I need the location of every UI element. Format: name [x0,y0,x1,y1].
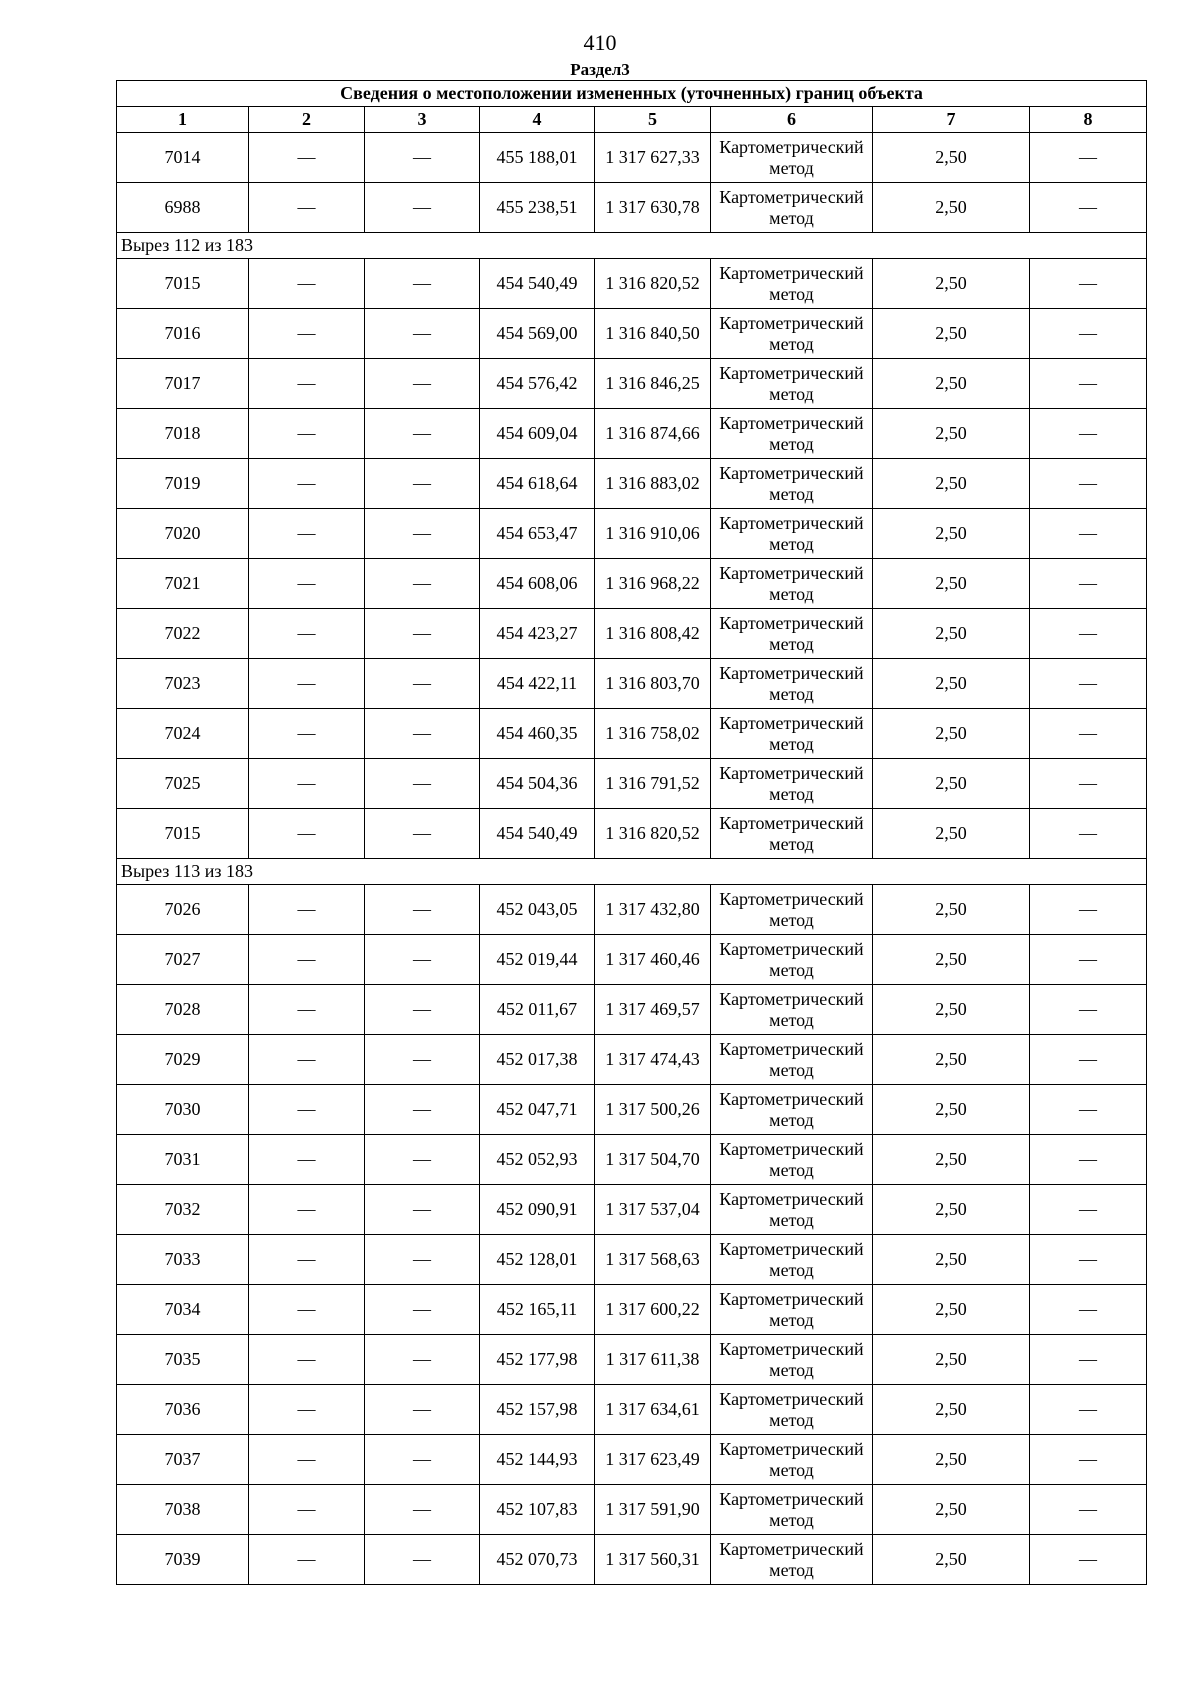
table-row [117,1435,1147,1485]
empty-dash-cell: — [249,1085,365,1135]
table-title-row [117,81,1147,107]
point-number-cell: 7016 [117,309,249,359]
empty-dash-cell: — [1030,1435,1147,1485]
table-row [117,509,1147,559]
method-cell: Картометрический метод [711,309,873,359]
empty-dash-cell: — [249,1035,365,1085]
coordinate-x-cell: 454 540,49 [480,259,595,309]
accuracy-cell: 2,50 [873,509,1030,559]
coordinate-x-cell: 452 011,67 [480,985,595,1035]
empty-dash-cell: — [249,309,365,359]
coordinate-y-cell: 1 317 537,04 [595,1185,711,1235]
coordinate-y-cell: 1 317 500,26 [595,1085,711,1135]
empty-dash-cell: — [365,1085,480,1135]
page-number: 410 [583,30,617,55]
point-number-cell: 7033 [117,1235,249,1285]
empty-dash-cell: — [249,1185,365,1235]
empty-dash-cell: — [1030,509,1147,559]
empty-dash-cell: — [365,935,480,985]
table-title: Сведения о местоположении измененных (уточненных) границ объекта [117,81,1147,107]
coordinate-y-cell: 1 317 634,61 [595,1385,711,1435]
table-row [117,1535,1147,1585]
empty-dash-cell: — [249,1485,365,1535]
coordinate-y-cell: 1 317 600,22 [595,1285,711,1335]
table-row [117,759,1147,809]
method-cell: Картометрический метод [711,1435,873,1485]
coordinate-y-cell: 1 317 474,43 [595,1035,711,1085]
empty-dash-cell: — [249,809,365,859]
coordinate-y-cell: 1 316 968,22 [595,559,711,609]
accuracy-cell: 2,50 [873,659,1030,709]
point-number-cell: 7031 [117,1135,249,1185]
coordinate-x-cell: 452 144,93 [480,1435,595,1485]
empty-dash-cell: — [365,1335,480,1385]
table-row [117,183,1147,233]
column-header: 7 [873,107,1030,133]
empty-dash-cell: — [249,1235,365,1285]
coordinate-x-cell: 454 653,47 [480,509,595,559]
coordinate-x-cell: 454 618,64 [480,459,595,509]
table-row [117,309,1147,359]
point-number-cell: 6988 [117,183,249,233]
method-cell: Картометрический метод [711,1235,873,1285]
method-cell: Картометрический метод [711,1485,873,1535]
empty-dash-cell: — [249,885,365,935]
empty-dash-cell: — [1030,935,1147,985]
empty-dash-cell: — [1030,409,1147,459]
point-number-cell: 7029 [117,1035,249,1085]
method-cell: Картометрический метод [711,359,873,409]
empty-dash-cell: — [1030,1135,1147,1185]
accuracy-cell: 2,50 [873,133,1030,183]
accuracy-cell: 2,50 [873,1485,1030,1535]
coordinates-table [116,80,1147,1585]
coordinate-y-cell: 1 316 910,06 [595,509,711,559]
coordinate-x-cell: 454 609,04 [480,409,595,459]
empty-dash-cell: — [1030,1085,1147,1135]
cutout-group-label: Вырез 112 из 183 [117,233,1147,259]
empty-dash-cell: — [1030,183,1147,233]
coordinate-y-cell: 1 316 874,66 [595,409,711,459]
empty-dash-cell: — [249,1135,365,1185]
method-cell: Картометрический метод [711,1185,873,1235]
point-number-cell: 7024 [117,709,249,759]
method-cell: Картометрический метод [711,509,873,559]
accuracy-cell: 2,50 [873,809,1030,859]
empty-dash-cell: — [1030,1185,1147,1235]
point-number-cell: 7032 [117,1185,249,1235]
method-cell: Картометрический метод [711,935,873,985]
accuracy-cell: 2,50 [873,985,1030,1035]
empty-dash-cell: — [365,709,480,759]
empty-dash-cell: — [249,509,365,559]
point-number-cell: 7023 [117,659,249,709]
coordinate-x-cell: 454 504,36 [480,759,595,809]
empty-dash-cell: — [1030,609,1147,659]
point-number-cell: 7025 [117,759,249,809]
method-cell: Картометрический метод [711,885,873,935]
accuracy-cell: 2,50 [873,885,1030,935]
table-row [117,133,1147,183]
empty-dash-cell: — [365,609,480,659]
empty-dash-cell: — [249,459,365,509]
coordinate-y-cell: 1 316 758,02 [595,709,711,759]
coordinate-y-cell: 1 317 591,90 [595,1485,711,1535]
coordinate-y-cell: 1 316 791,52 [595,759,711,809]
accuracy-cell: 2,50 [873,1135,1030,1185]
empty-dash-cell: — [1030,309,1147,359]
coordinate-y-cell: 1 317 627,33 [595,133,711,183]
coordinate-x-cell: 452 128,01 [480,1235,595,1285]
column-header: 3 [365,107,480,133]
accuracy-cell: 2,50 [873,609,1030,659]
method-cell: Картометрический метод [711,1535,873,1585]
table-row [117,1285,1147,1335]
empty-dash-cell: — [365,809,480,859]
cutout-group-label: Вырез 113 из 183 [117,859,1147,885]
method-cell: Картометрический метод [711,1385,873,1435]
column-header: 2 [249,107,365,133]
empty-dash-cell: — [1030,1035,1147,1085]
empty-dash-cell: — [365,1285,480,1335]
empty-dash-cell: — [365,509,480,559]
coordinate-y-cell: 1 316 803,70 [595,659,711,709]
method-cell: Картометрический метод [711,1035,873,1085]
empty-dash-cell: — [249,1385,365,1435]
coordinate-y-cell: 1 317 568,63 [595,1235,711,1285]
coordinate-y-cell: 1 317 469,57 [595,985,711,1035]
empty-dash-cell: — [1030,985,1147,1035]
coordinate-x-cell: 455 188,01 [480,133,595,183]
point-number-cell: 7026 [117,885,249,935]
point-number-cell: 7034 [117,1285,249,1335]
accuracy-cell: 2,50 [873,1385,1030,1435]
coordinate-x-cell: 454 422,11 [480,659,595,709]
point-number-cell: 7018 [117,409,249,459]
coordinate-y-cell: 1 316 840,50 [595,309,711,359]
coordinate-x-cell: 454 608,06 [480,559,595,609]
column-header: 5 [595,107,711,133]
empty-dash-cell: — [249,935,365,985]
empty-dash-cell: — [365,1485,480,1535]
column-header-row [117,107,1147,133]
point-number-cell: 7015 [117,259,249,309]
empty-dash-cell: — [249,183,365,233]
accuracy-cell: 2,50 [873,409,1030,459]
table-row [117,1185,1147,1235]
coordinate-y-cell: 1 317 611,38 [595,1335,711,1385]
empty-dash-cell: — [249,609,365,659]
empty-dash-cell: — [249,1335,365,1385]
method-cell: Картометрический метод [711,609,873,659]
table-row [117,1085,1147,1135]
coordinate-x-cell: 452 043,05 [480,885,595,935]
table-row [117,809,1147,859]
empty-dash-cell: — [1030,359,1147,409]
coordinate-y-cell: 1 316 846,25 [595,359,711,409]
point-number-cell: 7017 [117,359,249,409]
table-row [117,985,1147,1035]
method-cell: Картометрический метод [711,709,873,759]
empty-dash-cell: — [1030,1485,1147,1535]
empty-dash-cell: — [365,1035,480,1085]
empty-dash-cell: — [1030,133,1147,183]
table-row [117,1235,1147,1285]
empty-dash-cell: — [1030,885,1147,935]
table-row [117,1335,1147,1385]
empty-dash-cell: — [249,359,365,409]
section-title: Раздел3 [570,60,630,79]
coordinate-x-cell: 452 107,83 [480,1485,595,1535]
coordinate-y-cell: 1 317 630,78 [595,183,711,233]
accuracy-cell: 2,50 [873,1435,1030,1485]
point-number-cell: 7039 [117,1535,249,1585]
empty-dash-cell: — [365,559,480,609]
coordinate-y-cell: 1 316 808,42 [595,609,711,659]
table-row [117,459,1147,509]
empty-dash-cell: — [1030,1235,1147,1285]
empty-dash-cell: — [365,459,480,509]
empty-dash-cell: — [249,709,365,759]
empty-dash-cell: — [1030,759,1147,809]
method-cell: Картометрический метод [711,985,873,1035]
table-row [117,659,1147,709]
empty-dash-cell: — [249,133,365,183]
accuracy-cell: 2,50 [873,183,1030,233]
method-cell: Картометрический метод [711,759,873,809]
empty-dash-cell: — [249,659,365,709]
coordinate-x-cell: 452 052,93 [480,1135,595,1185]
empty-dash-cell: — [365,1235,480,1285]
point-number-cell: 7030 [117,1085,249,1135]
empty-dash-cell: — [1030,1535,1147,1585]
table-row [117,259,1147,309]
column-header: 4 [480,107,595,133]
method-cell: Картометрический метод [711,409,873,459]
empty-dash-cell: — [1030,659,1147,709]
empty-dash-cell: — [365,1535,480,1585]
empty-dash-cell: — [365,259,480,309]
empty-dash-cell: — [249,759,365,809]
method-cell: Картометрический метод [711,559,873,609]
accuracy-cell: 2,50 [873,1235,1030,1285]
method-cell: Картометрический метод [711,659,873,709]
accuracy-cell: 2,50 [873,759,1030,809]
empty-dash-cell: — [249,1435,365,1485]
point-number-cell: 7020 [117,509,249,559]
method-cell: Картометрический метод [711,1335,873,1385]
cutout-group-row [117,859,1147,885]
table-row [117,1035,1147,1085]
method-cell: Картометрический метод [711,1085,873,1135]
empty-dash-cell: — [365,133,480,183]
coordinate-y-cell: 1 316 883,02 [595,459,711,509]
accuracy-cell: 2,50 [873,559,1030,609]
coordinate-x-cell: 452 017,38 [480,1035,595,1085]
coordinate-y-cell: 1 316 820,52 [595,809,711,859]
empty-dash-cell: — [1030,1285,1147,1335]
table-row [117,559,1147,609]
coordinate-x-cell: 454 460,35 [480,709,595,759]
coordinate-y-cell: 1 317 623,49 [595,1435,711,1485]
empty-dash-cell: — [249,1535,365,1585]
table-row [117,935,1147,985]
coordinate-x-cell: 452 019,44 [480,935,595,985]
point-number-cell: 7022 [117,609,249,659]
column-header: 8 [1030,107,1147,133]
coordinate-x-cell: 452 165,11 [480,1285,595,1335]
empty-dash-cell: — [249,985,365,1035]
point-number-cell: 7035 [117,1335,249,1385]
coordinate-x-cell: 452 177,98 [480,1335,595,1385]
method-cell: Картометрический метод [711,133,873,183]
table-row [117,609,1147,659]
cutout-group-row [117,233,1147,259]
point-number-cell: 7014 [117,133,249,183]
column-header: 1 [117,107,249,133]
coordinate-x-cell: 452 090,91 [480,1185,595,1235]
empty-dash-cell: — [365,659,480,709]
coordinate-x-cell: 452 070,73 [480,1535,595,1585]
point-number-cell: 7021 [117,559,249,609]
point-number-cell: 7028 [117,985,249,1035]
coordinate-x-cell: 454 540,49 [480,809,595,859]
empty-dash-cell: — [365,885,480,935]
empty-dash-cell: — [1030,809,1147,859]
table-row [117,1385,1147,1435]
empty-dash-cell: — [365,1435,480,1485]
point-number-cell: 7037 [117,1435,249,1485]
empty-dash-cell: — [365,985,480,1035]
point-number-cell: 7038 [117,1485,249,1535]
coordinate-y-cell: 1 317 432,80 [595,885,711,935]
point-number-cell: 7027 [117,935,249,985]
empty-dash-cell: — [365,359,480,409]
accuracy-cell: 2,50 [873,1335,1030,1385]
method-cell: Картометрический метод [711,459,873,509]
accuracy-cell: 2,50 [873,1185,1030,1235]
empty-dash-cell: — [1030,1385,1147,1435]
coordinate-x-cell: 454 576,42 [480,359,595,409]
empty-dash-cell: — [1030,709,1147,759]
empty-dash-cell: — [365,1135,480,1185]
accuracy-cell: 2,50 [873,459,1030,509]
coordinate-y-cell: 1 317 504,70 [595,1135,711,1185]
empty-dash-cell: — [1030,559,1147,609]
coordinate-x-cell: 454 423,27 [480,609,595,659]
table-row [117,1135,1147,1185]
coordinate-x-cell: 454 569,00 [480,309,595,359]
accuracy-cell: 2,50 [873,1035,1030,1085]
table-row [117,709,1147,759]
point-number-cell: 7019 [117,459,249,509]
method-cell: Картометрический метод [711,259,873,309]
empty-dash-cell: — [249,1285,365,1335]
empty-dash-cell: — [365,309,480,359]
empty-dash-cell: — [365,409,480,459]
method-cell: Картометрический метод [711,183,873,233]
method-cell: Картометрический метод [711,1135,873,1185]
coordinate-x-cell: 452 157,98 [480,1385,595,1435]
point-number-cell: 7015 [117,809,249,859]
point-number-cell: 7036 [117,1385,249,1435]
coordinate-x-cell: 452 047,71 [480,1085,595,1135]
accuracy-cell: 2,50 [873,309,1030,359]
table-row [117,409,1147,459]
accuracy-cell: 2,50 [873,935,1030,985]
coordinate-y-cell: 1 317 460,46 [595,935,711,985]
table-row [117,885,1147,935]
accuracy-cell: 2,50 [873,259,1030,309]
method-cell: Картометрический метод [711,1285,873,1335]
empty-dash-cell: — [365,1185,480,1235]
empty-dash-cell: — [365,1385,480,1435]
coordinate-y-cell: 1 317 560,31 [595,1535,711,1585]
empty-dash-cell: — [1030,459,1147,509]
accuracy-cell: 2,50 [873,359,1030,409]
empty-dash-cell: — [249,559,365,609]
empty-dash-cell: — [249,259,365,309]
accuracy-cell: 2,50 [873,709,1030,759]
coordinate-x-cell: 455 238,51 [480,183,595,233]
empty-dash-cell: — [249,409,365,459]
accuracy-cell: 2,50 [873,1285,1030,1335]
empty-dash-cell: — [365,183,480,233]
empty-dash-cell: — [1030,259,1147,309]
method-cell: Картометрический метод [711,809,873,859]
table-row [117,1485,1147,1535]
table-row [117,359,1147,409]
coordinate-y-cell: 1 316 820,52 [595,259,711,309]
empty-dash-cell: — [365,759,480,809]
accuracy-cell: 2,50 [873,1085,1030,1135]
empty-dash-cell: — [1030,1335,1147,1385]
accuracy-cell: 2,50 [873,1535,1030,1585]
column-header: 6 [711,107,873,133]
